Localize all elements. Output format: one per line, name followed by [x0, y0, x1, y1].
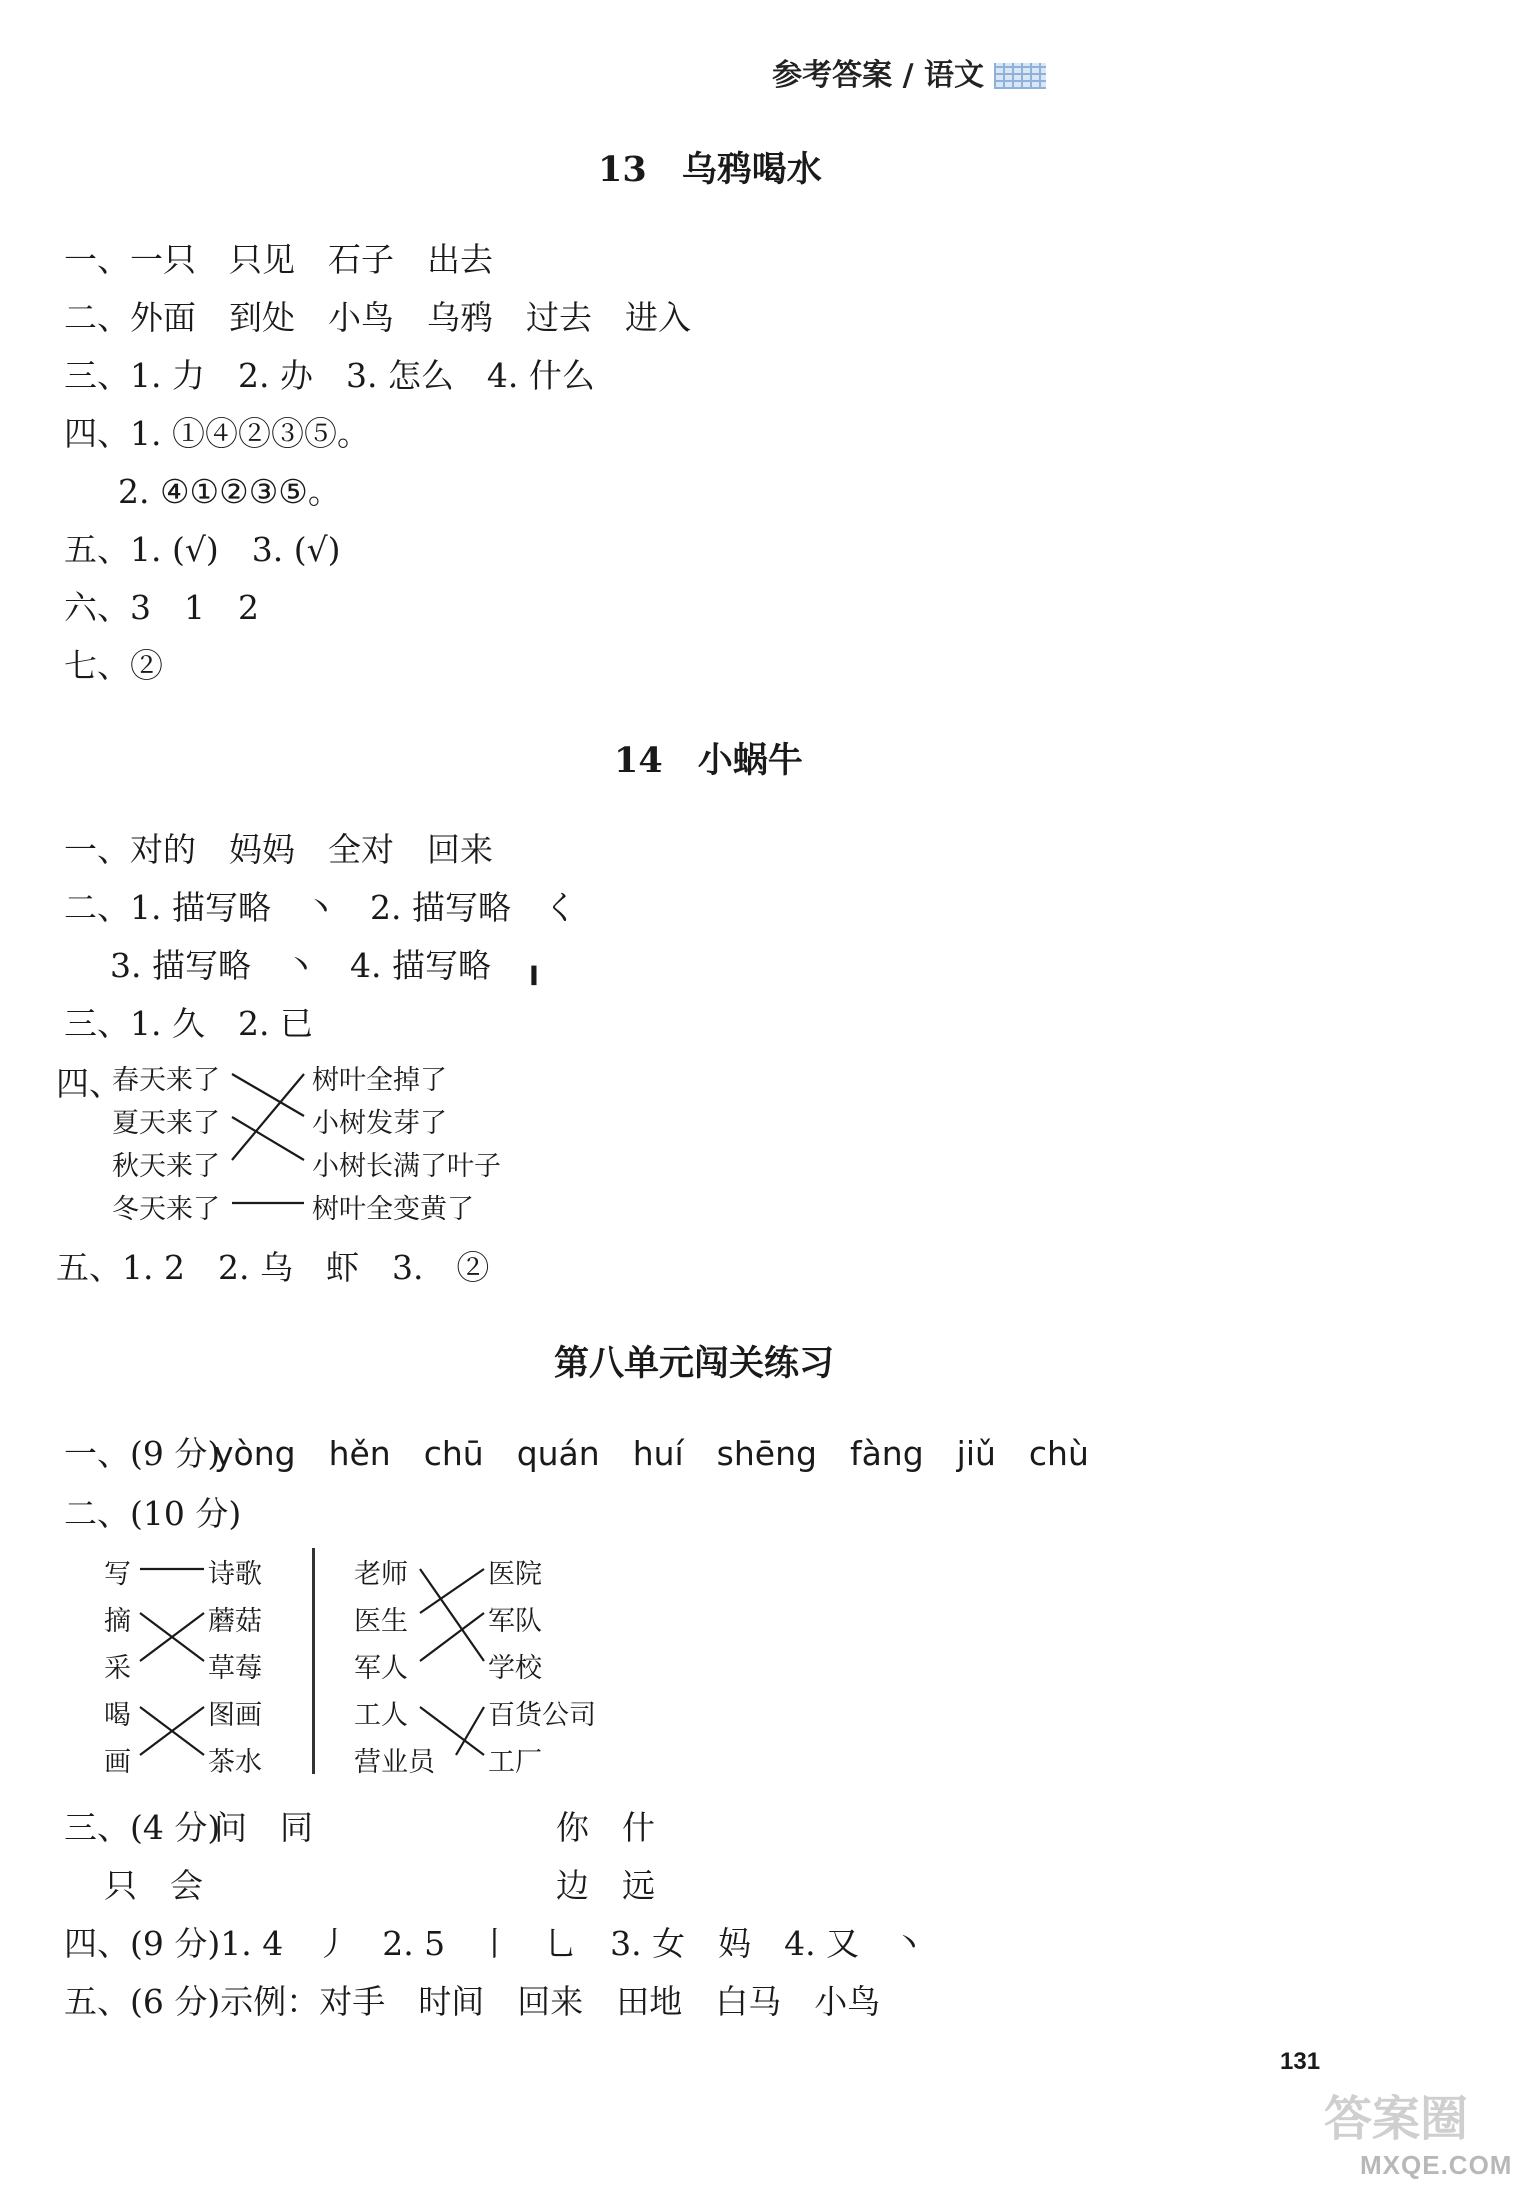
u8-right-a-1: 老师	[354, 1559, 408, 1590]
link-clerk-store	[456, 1707, 484, 1755]
s13-line-2: 二、外面 到处 小鸟 乌鸦 过去 进入	[64, 298, 691, 337]
u8-right-b-3: 学校	[488, 1653, 542, 1684]
u8-left-b-3: 草莓	[208, 1653, 262, 1684]
s14-line-1: 一、对的 妈妈 全对 回来	[64, 830, 493, 869]
u8-q3-a1: 问 同	[214, 1808, 313, 1847]
s14-line-5: 五、1. 2 2. 乌 虾 3. ②	[56, 1248, 490, 1287]
page-number: 131	[1280, 2048, 1321, 2075]
u8-q3-a2: 只 会	[104, 1866, 203, 1905]
s13-line-3: 三、1. 力 2. 办 3. 怎么 4. 什么	[64, 356, 595, 395]
u8-left-a-4: 喝	[104, 1700, 131, 1731]
s13-line-6: 五、1. (√) 3. (√)	[64, 530, 341, 569]
match-left-3: 秋天来了	[112, 1151, 220, 1182]
u8-right-a-2: 医生	[354, 1606, 408, 1637]
unit-8-title: 第八单元闯关练习	[554, 1343, 835, 1384]
match-right-4: 树叶全变黄了	[312, 1194, 474, 1225]
u8-left-b-4: 图画	[208, 1700, 262, 1731]
s13-line-8: 七、②	[64, 646, 163, 685]
u8-q3-label: 三、(4 分)	[64, 1808, 221, 1847]
s13-line-4: 四、1. ①④②③⑤。	[64, 414, 370, 453]
u8-q5: 五、(6 分)示例：对手 时间 回来 田地 白马 小鸟	[64, 1982, 881, 2021]
u8-q2-label: 二、(10 分)	[64, 1494, 242, 1533]
u8-q3-b1: 你 什	[556, 1808, 655, 1847]
u8-left-b-2: 蘑菇	[208, 1606, 262, 1637]
link-teacher-school	[420, 1569, 484, 1661]
watermark-logo: 答案圈	[1324, 2091, 1469, 2147]
link-spring	[232, 1074, 304, 1116]
header-text: 参考答案 / 语文	[772, 58, 984, 93]
link-soldier-army	[420, 1613, 484, 1661]
s13-line-7: 六、3 1 2	[64, 588, 259, 627]
s14-match-head: 四、	[56, 1064, 122, 1103]
u8-q3-b2: 边 远	[556, 1866, 655, 1905]
u8-right-b-2: 军队	[488, 1606, 542, 1637]
section-14-title: 14 小蜗牛	[614, 740, 803, 781]
watermark-text: MXQE.COM	[1360, 2150, 1513, 2180]
u8-right-a-5: 营业员	[354, 1747, 435, 1778]
match-left-1: 春天来了	[112, 1065, 220, 1096]
u8-q1-label: 一、(9 分)	[64, 1434, 221, 1473]
u8-right-b-1: 医院	[488, 1559, 542, 1590]
u8-left-a-1: 写	[104, 1559, 131, 1590]
link-worker-factory	[420, 1707, 484, 1755]
u8-left-a-2: 摘	[104, 1606, 131, 1637]
u8-left-a-3: 采	[104, 1653, 131, 1684]
link-autumn	[232, 1074, 304, 1160]
u8-q1-pinyin: yòng hěn chū quán huí shēng fàng jiǔ chù	[214, 1434, 1089, 1473]
u8-right-a-3: 军人	[354, 1653, 408, 1684]
u8-right-a-4: 工人	[354, 1700, 408, 1731]
match-left-4: 冬天来了	[112, 1194, 220, 1225]
match-right-1: 树叶全掉了	[312, 1065, 447, 1096]
s13-line-1: 一、一只 只见 石子 出去	[64, 240, 493, 279]
link-doctor-hospital	[420, 1569, 484, 1613]
match-right-2: 小树发芽了	[312, 1108, 447, 1139]
u8-q4: 四、(9 分)1. 4 丿 2. 5 丨 乚 3. 女 妈 4. 又 丶	[64, 1924, 926, 1963]
s13-line-5: 2. ④①②③⑤。	[118, 472, 341, 511]
u8-left-b-1: 诗歌	[208, 1559, 262, 1590]
s14-line-2: 二、1. 描写略 丶 2. 描写略 く	[64, 888, 577, 927]
s14-line-3: 3. 描写略 丶 4. 描写略 ╻	[110, 946, 544, 985]
u8-left-b-5: 茶水	[208, 1747, 262, 1778]
section-13-title: 13 乌鸦喝水	[598, 149, 822, 190]
u8-right-b-5: 工厂	[488, 1747, 542, 1778]
match-right-3: 小树长满了叶子	[312, 1151, 501, 1182]
link-summer	[232, 1117, 304, 1160]
s14-line-4: 三、1. 久 2. 已	[64, 1004, 313, 1043]
u8-left-a-5: 画	[104, 1747, 131, 1778]
u8-right-b-4: 百货公司	[488, 1700, 596, 1731]
match-left-2: 夏天来了	[112, 1108, 220, 1139]
